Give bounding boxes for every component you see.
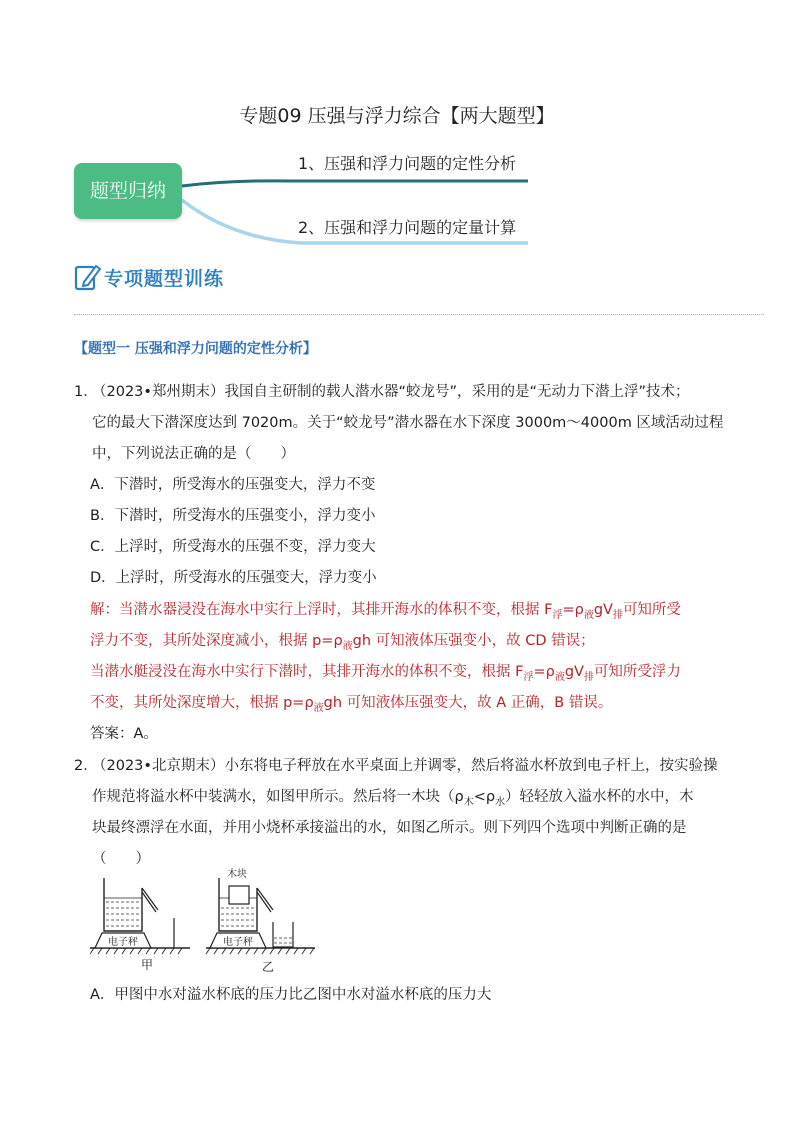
caption-jia: 甲 (140, 958, 154, 972)
q2-experiment-figure (90, 868, 330, 978)
figure-yi (206, 868, 315, 974)
q1-line-3: 中，下列说法正确的是（ ） (92, 446, 295, 462)
section-divider (74, 314, 764, 315)
caption-yi: 乙 (261, 960, 275, 974)
q1-answer: 答案：A。 (90, 726, 158, 742)
q1-line-1: （2023•郑州期末）我国自主研制的载人潜水器“蛟龙号”，采用的是“无动力下潜上浮”技术； (92, 384, 690, 400)
q1-number: 1． (74, 384, 98, 400)
q2-line-4: （ ） (92, 851, 150, 867)
q1-option-d: D．上浮时，所受海水的压强变大，浮力变小 (90, 570, 377, 586)
section-title: 专项题型训练 (104, 268, 225, 290)
q2-number: 2． (74, 758, 98, 774)
type-heading: 【题型一 压强和浮力问题的定性分析】 (74, 341, 317, 357)
summary-item-1: 1、压强和浮力问题的定性分析 (298, 154, 517, 173)
q1-option-b: B．下潜时，所受海水的压强变小，浮力变小 (90, 508, 376, 524)
figure-jia (90, 878, 190, 972)
q1-solution-line-1: 解：当潜水器浸没在海水中实行上浮时，其排开海水的体积不变，根据 $F_浮=\rho_液gV_排$可知所受 (90, 602, 681, 621)
summary-item-2: 2、压强和浮力问题的定量计算 (298, 218, 517, 237)
q1-option-a: A．下潜时，所受海水的压强变大，浮力不变 (90, 477, 376, 493)
scale-label-yi: 电子秤 (223, 937, 253, 948)
block-label: 木块 (227, 869, 247, 880)
q2-option-a: A．甲图中水对溢水杯底的压力比乙图中水对溢水杯底的压力大 (90, 987, 492, 1003)
q1-solution-line-4: 不变，其所处深度增大，根据 $p=\rho_液gh$ 可知液体压强变大，故 A 正确，B 错误。 (90, 695, 613, 714)
q2-line-3: 块最终漂浮在水面，并用小烧杯承接溢出的水，如图乙所示。则下列四个选项中判断正确的是 (92, 820, 687, 836)
q1-solution-line-2: 浮力不变，其所处深度减小，根据 $p=\rho_液gh$ 可知液体压强变小，故 CD 错误； (90, 633, 595, 652)
scale-label-jia: 电子秤 (108, 937, 138, 948)
summary-label-box: 题型归纳 (74, 163, 182, 219)
q1-option-c: C．上浮时，所受海水的压强不变，浮力变大 (90, 539, 376, 555)
q2-line-1: （2023•北京期末）小东将电子秤放在水平桌面上并调零，然后将溢水杯放到电子杆上，按实验操 (92, 758, 718, 774)
wood-block (229, 886, 249, 904)
q1-solution-line-3: 当潜水艇浸没在海水中实行下潜时，其排开海水的体积不变，根据 $F_浮=\rho_液gV_排$可知所受浮力 (90, 664, 681, 683)
edit-note-icon (74, 262, 102, 292)
q1-line-2: 它的最大下潜深度达到 7020m。关于“蛟龙号”潜水器在水下深度 3000m～4000m 区域活动过程 (92, 415, 724, 431)
q2-line-2: 作规范将溢水杯中装满水，如图甲所示。然后将一木块$(\rho_木<\rho_水)$轻轻放入溢水杯的水中，木 (92, 789, 694, 808)
page-title: 专题09 压强与浮力综合【两大题型】 (239, 105, 555, 127)
